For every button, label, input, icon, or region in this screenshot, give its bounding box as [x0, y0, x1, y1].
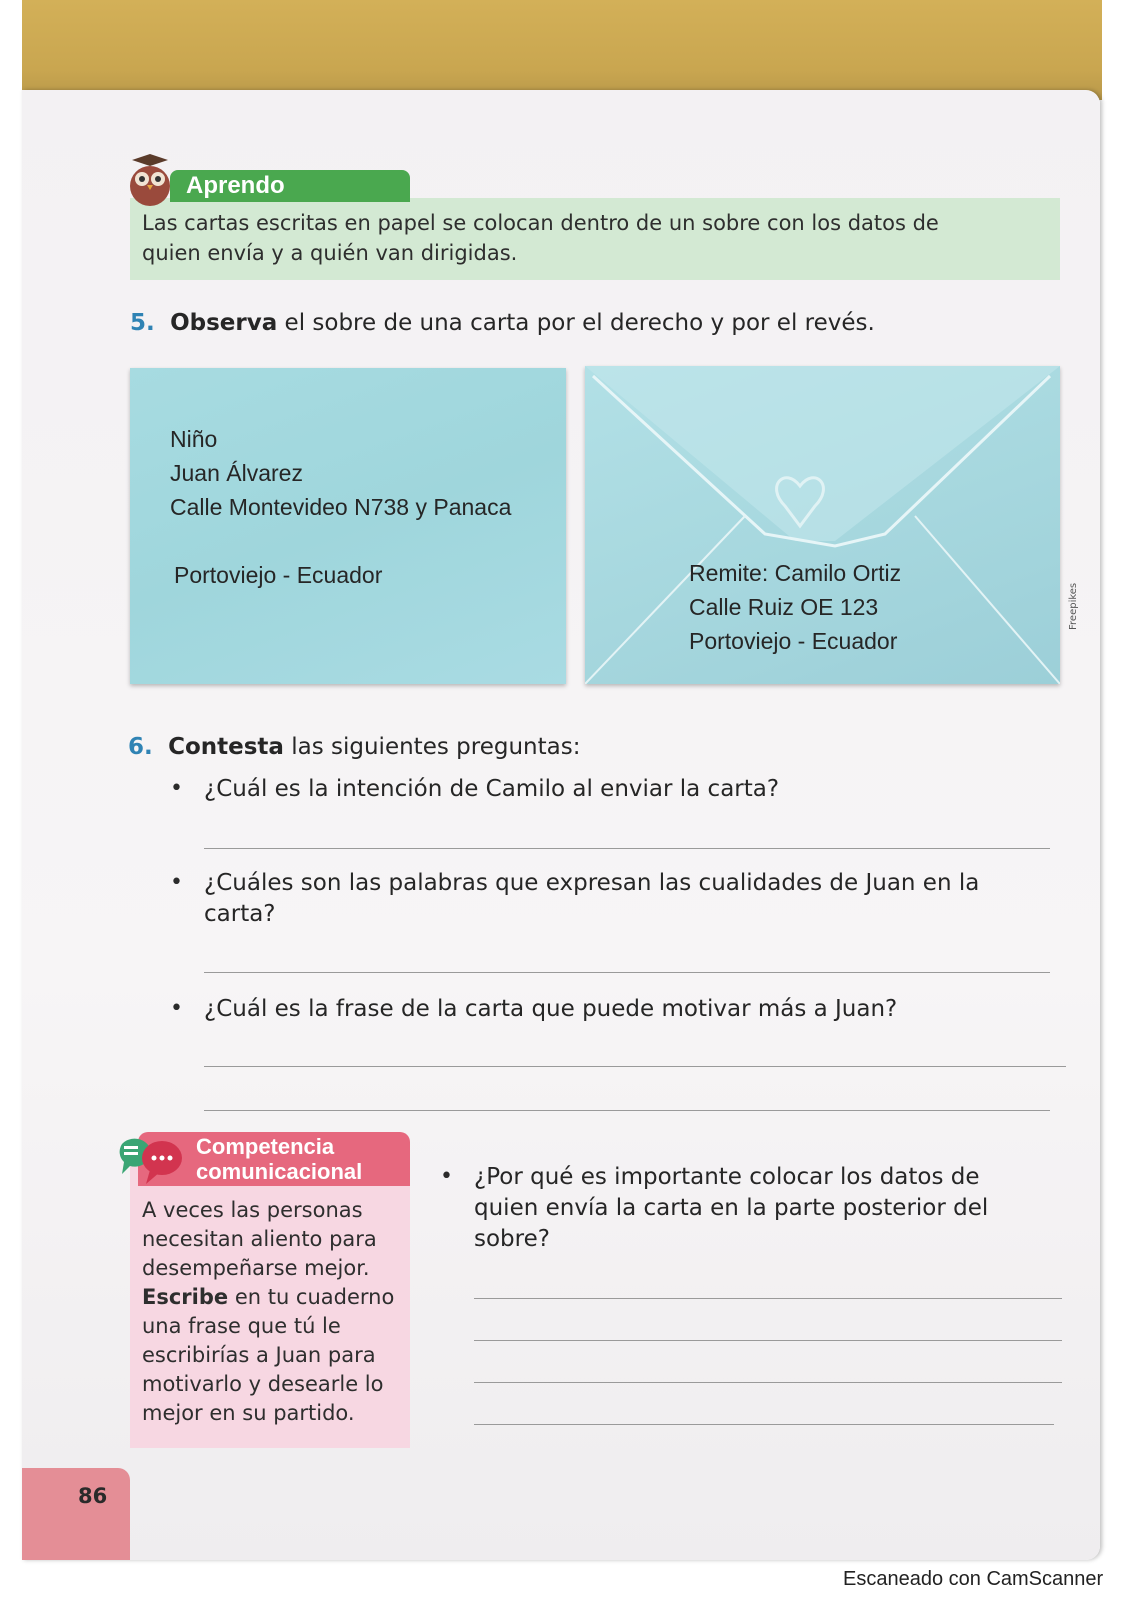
page-number-tab	[22, 1468, 130, 1560]
question-bullet: ¿Por qué es importante colocar los datos de	[474, 1164, 980, 1190]
page-number: 86	[78, 1484, 108, 1508]
sender-street: Calle Ruiz OE 123	[689, 594, 879, 620]
question-verb: Observa	[170, 310, 278, 336]
scanner-watermark: Escaneado con CamScanner	[843, 1568, 1104, 1590]
question-number: 6.	[128, 734, 153, 760]
competencia-line: A veces las personas	[142, 1198, 363, 1222]
answer-line[interactable]	[474, 1382, 1062, 1383]
envelope-back	[585, 366, 1060, 684]
answer-line[interactable]	[474, 1424, 1054, 1425]
bullet: •	[440, 1164, 453, 1189]
question-bullet: ¿Cuál es la intención de Camilo al enviar la carta?	[204, 776, 780, 802]
competencia-line: desempeñarse mejor.	[142, 1256, 370, 1280]
answer-line[interactable]	[474, 1340, 1062, 1341]
question-verb: Contesta	[168, 734, 284, 760]
question-bullet-continued: quien envía la carta en la parte posterior del	[474, 1195, 989, 1221]
bullet: •	[170, 996, 183, 1021]
answer-line[interactable]	[204, 848, 1050, 849]
sender-name: Remite: Camilo Ortiz	[689, 560, 902, 586]
competencia-line: mejor en su partido.	[142, 1401, 355, 1425]
competencia-title	[196, 1134, 362, 1184]
question-bullet: ¿Cuáles son las palabras que expresan las cualidades de Juan en la	[204, 870, 980, 896]
question-5	[130, 308, 875, 338]
competencia-line: necesitan aliento para	[142, 1227, 377, 1251]
competencia-line: escribirías a Juan para	[142, 1343, 376, 1367]
speech-bubble-icon	[116, 1128, 186, 1186]
aprendo-text-line: Las cartas escritas en papel se colocan dentro de un sobre con los datos de	[142, 211, 939, 235]
competencia-line-rest: en tu cuaderno	[234, 1285, 395, 1309]
answer-line[interactable]	[204, 1110, 1050, 1111]
top-page-edge	[22, 0, 1102, 100]
competencia-title-line: comunicacional	[196, 1159, 363, 1184]
sender-city: Portoviejo - Ecuador	[689, 628, 898, 654]
question-6	[128, 732, 580, 762]
answer-line[interactable]	[204, 1066, 1066, 1067]
recipient-street: Calle Montevideo N738 y Panaca	[170, 494, 512, 520]
competencia-line	[142, 1283, 407, 1312]
competencia-line: una frase que tú le	[142, 1314, 341, 1338]
bullet: •	[170, 776, 183, 801]
owl-icon	[124, 152, 176, 208]
aprendo-text-line: quien envía y a quién van dirigidas.	[142, 241, 518, 265]
question-text: el sobre de una carta por el derecho y por el revés.	[277, 310, 875, 336]
aprendo-text	[142, 208, 1042, 268]
recipient-name: Juan Álvarez	[170, 460, 303, 486]
recipient-city: Portoviejo - Ecuador	[174, 562, 383, 588]
question-text: las siguientes preguntas:	[283, 734, 581, 760]
competencia-text	[142, 1196, 407, 1428]
answer-line[interactable]	[204, 972, 1050, 973]
aprendo-label: Aprendo	[170, 170, 410, 202]
question-bullet-continued: carta?	[204, 901, 276, 927]
recipient-title: Niño	[170, 426, 218, 452]
question-number: 5.	[130, 310, 155, 336]
competencia-verb: Escribe	[142, 1285, 229, 1309]
envelope-front	[130, 368, 566, 684]
question-bullet-continued: sobre?	[474, 1226, 550, 1252]
image-credit: Freepikes	[1068, 582, 1079, 630]
answer-line[interactable]	[474, 1298, 1062, 1299]
competencia-title-line: Competencia	[196, 1134, 335, 1159]
question-bullet: ¿Cuál es la frase de la carta que puede motivar más a Juan?	[204, 996, 898, 1022]
competencia-line: motivarlo y desearle lo	[142, 1372, 384, 1396]
bullet: •	[170, 870, 183, 895]
